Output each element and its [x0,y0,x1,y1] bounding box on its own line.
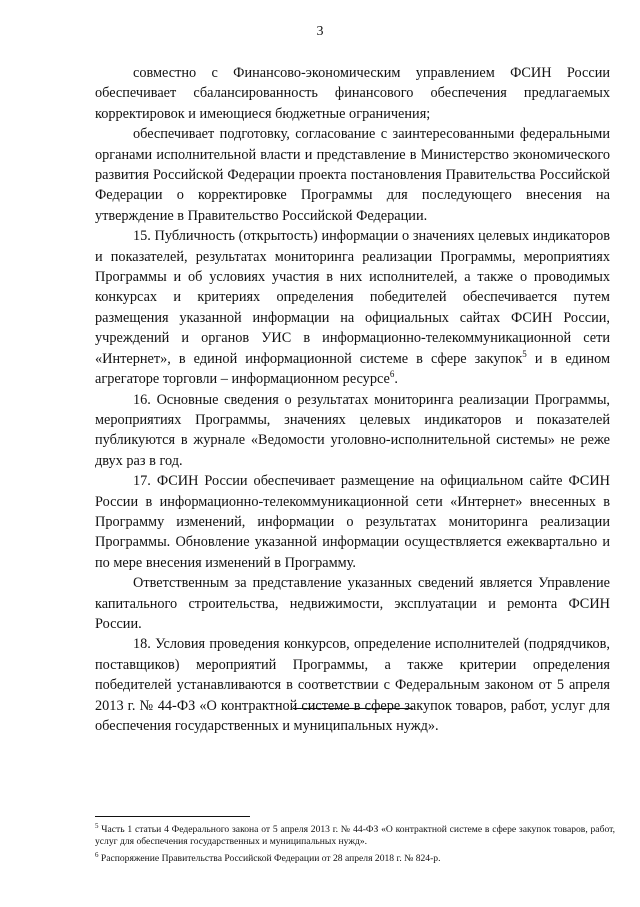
paragraph-18: 18. Условия проведения конкурсов, определение исполнителей (подрядчиков, поставщиков) мероприятий Программы, а также критерии определения победителей устанавливаются в соответствии с Федеральным законом от 5 апреля 2013 г. № 44-ФЗ «О контрактной системе в сфере закупок товаров, работ, услуг для обеспечения государственных и муниципальных нужд». [95,636,610,734]
footnote-mark: 5 [95,822,99,830]
footnote-6 [95,849,615,865]
paragraph-1: совместно с Финансово-экономическим управлением ФСИН России обеспечивает сбалансированность финансового обеспечения предлагаемых корректировок и имеющиеся бюджетные ограничения; [95,65,610,122]
paragraph-16: 16. Основные сведения о результатах мониторинга реализации Программы, мероприятиях Программы, значениях целевых индикаторов и показателей публикуются в журнале «Ведомости уголовно-исполнительной системы» не реже двух раз в год. [95,391,610,469]
footnote-5 [95,820,615,849]
footnote-mark: 6 [95,850,99,859]
footnote-text: Часть 1 статьи 4 Федерального закона от 5 апреля 2013 г. № 44-ФЗ «О контрактной системе в сфере закупок товаров, работ, услуг для обеспечения государственных и муниципальных нужд». [95,824,615,848]
document-body [95,63,610,736]
paragraph-responsible: Ответственным за представление указанных сведений является Управление капитального строительства, недвижимости, эксплуатации и ремонта ФСИН России. [95,575,610,632]
footnote-text: Распоряжение Правительства Российской Федерации от 28 апреля 2018 г. № 824-р. [98,852,441,864]
footnotes [95,820,615,865]
paragraph-2: обеспечивает подготовку, согласование с заинтересованными федеральными органами исполнительной власти и представление в Министерство экономического развития Российской Федерации проекта постановления Правительства Российской Федерации о корректировке Программы для последующего внесения на утверждение в Правительство Российской Федерации. [95,126,610,224]
page-number: 3 [316,24,324,39]
footnote-ref-5: 5 [522,348,527,359]
paragraph-15-end: . [394,371,398,388]
footnote-ref-6: 6 [389,369,395,380]
footnote-divider [95,816,250,817]
end-of-text-divider [293,708,413,709]
paragraph-15-text-cont: и в едином агрегаторе торговли – информационном ресурсе [95,350,611,388]
paragraph-15-text: 15. Публичность (открытость) информации о значениях целевых индикаторов и показателей, результатах мониторинга реализации Программы, мероприятиях Программы и об условиях участия в них исполнителей, а также о проводимых конкурсах и критериях определения победителей обеспечивается путем размещения указанной информации на официальных сайтах ФСИН России, учреждений и органов УИС в информационно-телекоммуникационной сети «Интернет», в единой информационной системе в сфере закупок [95,228,610,367]
paragraph-15 [95,226,610,389]
paragraph-17: 17. ФСИН России обеспечивает размещение на официальном сайте ФСИН России в информационно-телекоммуникационной сети «Интернет» внесенных в Программу изменений, информации о результатах мониторинга реализации Программы. Обновление указанной информации осуществляется ежеквартально и по мере внесения изменений в Программу. [95,473,610,571]
